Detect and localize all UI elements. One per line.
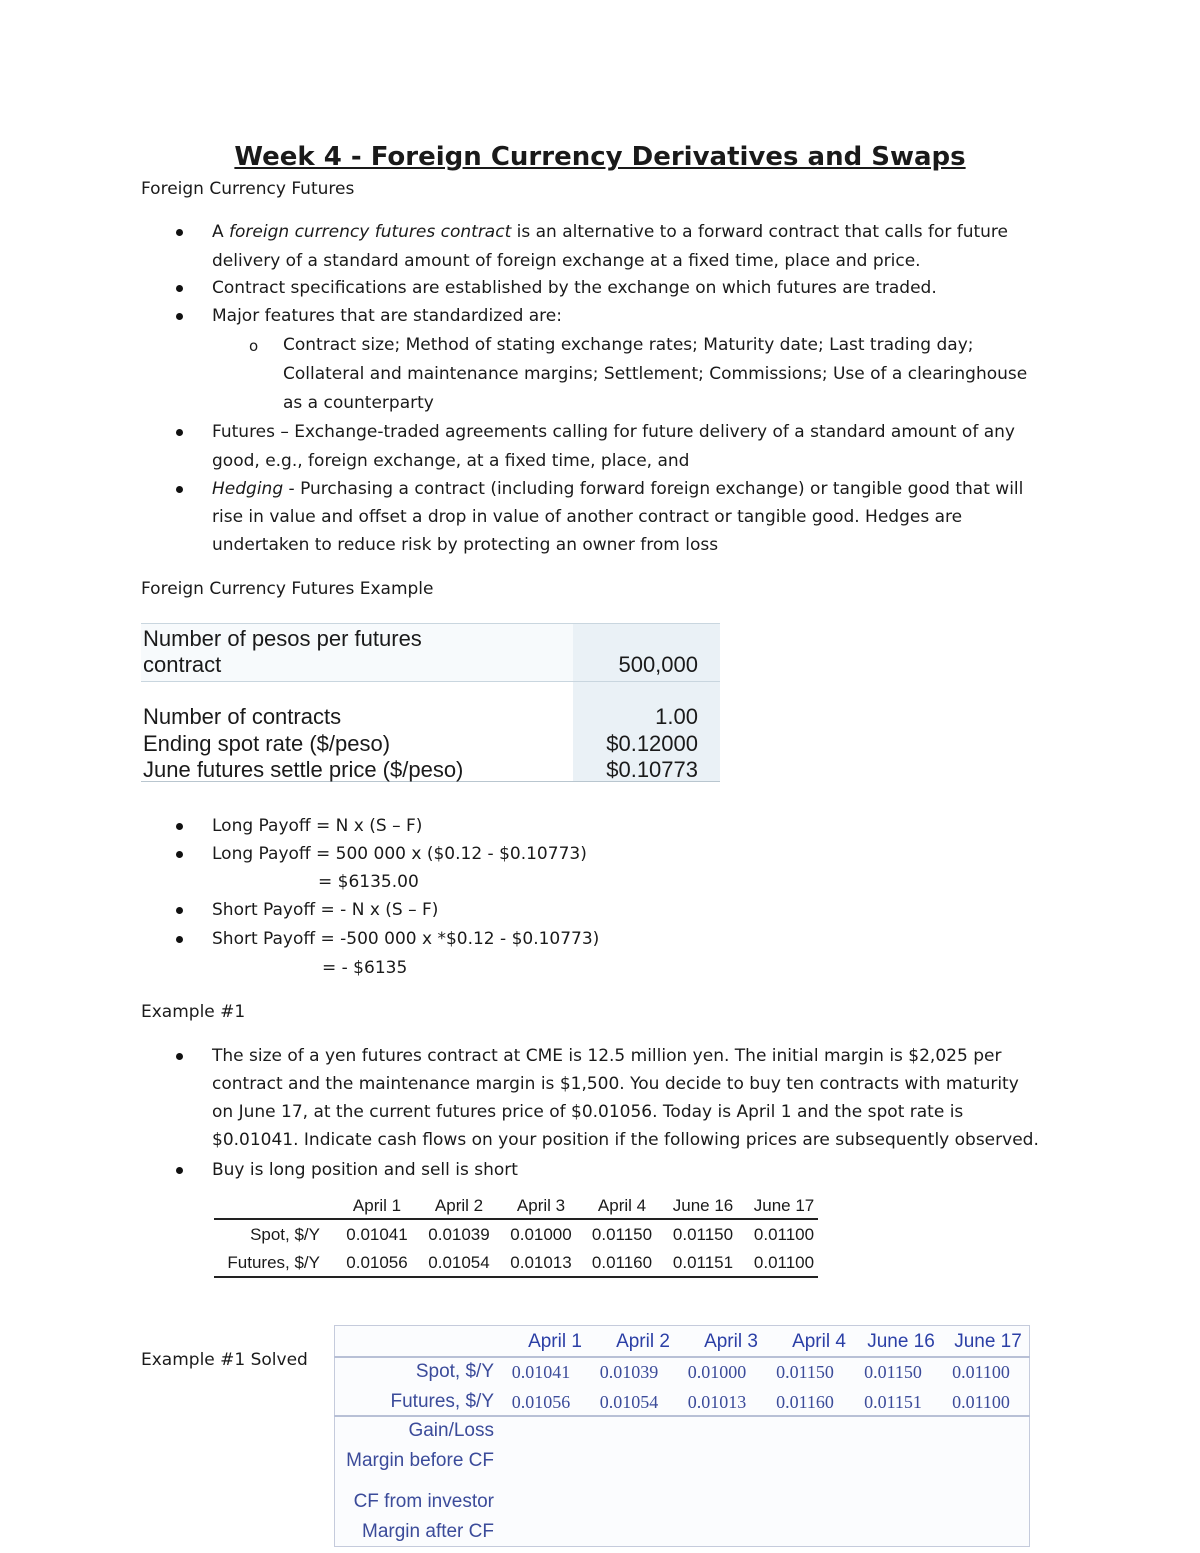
bullet-icon xyxy=(176,429,183,436)
price-table xyxy=(214,1190,818,1280)
bullet-line: delivery of a standard amount of foreign exchange at a fixed time, place and price. xyxy=(212,251,921,271)
table-cell: 0.01054 xyxy=(428,1253,490,1272)
table-cell: 0.01013 xyxy=(687,1392,747,1412)
table-label: Number of contracts xyxy=(143,704,342,729)
table-cell: 0.01000 xyxy=(510,1225,572,1244)
bullet-line: good, e.g., foreign exchange, at a fixed time, place, and xyxy=(212,451,690,471)
payoff-formula: Short Payoff = - N x (S – F) xyxy=(212,900,439,920)
table-cell: 0.01160 xyxy=(776,1392,834,1412)
table-header: June 16 xyxy=(867,1331,935,1352)
bullet-line: undertaken to reduce risk by protecting an owner from loss xyxy=(212,535,719,555)
bullet-line: on June 17, at the current futures price of $0.01056. Today is April 1 and the spot rate is xyxy=(212,1102,964,1122)
table-cell: 0.01056 xyxy=(511,1392,571,1412)
table-cell: 0.01151 xyxy=(864,1392,922,1412)
table-cell: 0.01100 xyxy=(753,1253,815,1272)
table-label: contract xyxy=(143,652,222,677)
table-cell: 0.01151 xyxy=(672,1253,734,1272)
table-cell: 0.01041 xyxy=(346,1225,408,1244)
table-value: 1.00 xyxy=(655,704,698,729)
row-label: Gain/Loss xyxy=(408,1420,494,1441)
table-label: Number of pesos per futures xyxy=(143,626,422,651)
table-cell: 0.01150 xyxy=(864,1362,922,1382)
row-label: Spot, $/Y xyxy=(250,1225,320,1244)
sub-bullet-line: Contract size; Method of stating exchange rates; Maturity date; Last trading day; xyxy=(283,335,974,355)
table-cell: 0.01056 xyxy=(346,1253,408,1272)
table-cell: 0.01150 xyxy=(672,1225,734,1244)
table-header: April 3 xyxy=(704,1331,758,1352)
table-header: June 17 xyxy=(954,1331,1022,1352)
table-cell: 0.01041 xyxy=(511,1362,571,1382)
table-value: $0.12000 xyxy=(606,731,698,756)
sub-bullet-line: as a counterparty xyxy=(283,393,434,413)
table-cell: 0.01160 xyxy=(591,1253,653,1272)
row-label: Spot, $/Y xyxy=(415,1361,494,1382)
table-header: April 2 xyxy=(434,1196,484,1215)
bullet-line: contract and the maintenance margin is $1,500. You decide to buy ten contracts with maturity xyxy=(212,1074,1019,1094)
table-cell: 0.01039 xyxy=(428,1225,490,1244)
bullet-icon xyxy=(176,936,183,943)
page-title: Week 4 - Foreign Currency Derivatives and Swaps xyxy=(234,142,966,172)
table-header: April 1 xyxy=(352,1196,402,1215)
payoff-result: = $6135.00 xyxy=(318,872,419,892)
table-value: 500,000 xyxy=(618,652,698,677)
table-label: Ending spot rate ($/peso) xyxy=(143,731,391,756)
table-cell: 0.01100 xyxy=(952,1362,1010,1382)
bullet-contract-specs: Contract specifications are established by the exchange on which futures are traded. xyxy=(212,278,937,298)
bullet-line: $0.01041. Indicate cash flows on your position if the following prices are subsequently observed. xyxy=(212,1130,1039,1150)
section-heading-example: Foreign Currency Futures Example xyxy=(141,579,434,599)
bullet-icon xyxy=(176,907,183,914)
table-header: June 17 xyxy=(753,1196,815,1215)
table-cell: 0.01013 xyxy=(510,1253,572,1272)
table-cell: 0.01150 xyxy=(776,1362,834,1382)
table-header: June 16 xyxy=(672,1196,734,1215)
row-label: Futures, $/Y xyxy=(390,1391,494,1412)
bullet-icon xyxy=(176,851,183,858)
row-label: Margin before CF xyxy=(346,1450,494,1471)
bullet-line: rise in value and offset a drop in value of another contract or tangible good. Hedges are xyxy=(212,507,963,527)
bullet-icon xyxy=(176,823,183,830)
emphasis-term: Hedging xyxy=(212,479,284,499)
bullet-icon xyxy=(176,1167,183,1174)
payoff-formula: Short Payoff = -500 000 x *$0.12 - $0.10773) xyxy=(212,929,600,949)
table-cell: 0.01100 xyxy=(952,1392,1010,1412)
bullet-futures-exchange: Futures – Exchange-traded agreements calling for future delivery of a standard amount of any xyxy=(212,422,1015,442)
payoff-formula: Long Payoff = 500 000 x ($0.12 - $0.10773) xyxy=(212,844,587,864)
table-cell: 0.01000 xyxy=(687,1362,747,1382)
table-header: April 4 xyxy=(597,1196,647,1215)
bullet-futures-definition: A foreign currency futures contract is an alternative to a forward contract that calls for future xyxy=(212,222,1009,242)
table-header: April 2 xyxy=(616,1331,670,1352)
table-cell: 0.01100 xyxy=(753,1225,815,1244)
table-header: April 1 xyxy=(528,1331,582,1352)
bullet-line: The size of a yen futures contract at CME is 12.5 million yen. The initial margin is $2,025 per xyxy=(212,1046,1002,1066)
row-label: Futures, $/Y xyxy=(227,1253,320,1272)
bullet-icon xyxy=(176,1053,183,1060)
row-label: CF from investor xyxy=(353,1491,494,1512)
row-label: Margin after CF xyxy=(362,1521,494,1542)
payoff-result: = - $6135 xyxy=(322,958,408,978)
table-cell: 0.01054 xyxy=(599,1392,659,1412)
example-solved-label: Example #1 Solved xyxy=(141,1350,308,1370)
bullet-icon xyxy=(176,285,183,292)
bullet-major-features: Major features that are standardized are: xyxy=(212,306,562,326)
table-cell: 0.01039 xyxy=(599,1362,659,1382)
bullet-icon xyxy=(176,486,183,493)
emphasis-term: foreign currency futures contract xyxy=(229,222,512,242)
bullet-hedging: Hedging - Purchasing a contract (including forward foreign exchange) or tangible good that will xyxy=(212,479,1024,499)
section-heading-futures: Foreign Currency Futures xyxy=(141,179,355,199)
table-value: $0.10773 xyxy=(606,757,698,782)
solved-table xyxy=(334,1325,1030,1547)
section-heading-example-1: Example #1 xyxy=(141,1002,246,1022)
payoff-formula: Long Payoff = N x (S – F) xyxy=(212,816,423,836)
table-header: April 3 xyxy=(516,1196,566,1215)
sub-bullet-marker: o xyxy=(249,337,259,355)
table-header: April 4 xyxy=(792,1331,846,1352)
bullet-icon xyxy=(176,313,183,320)
futures-example-table xyxy=(141,623,720,783)
sub-bullet-line: Collateral and maintenance margins; Settlement; Commissions; Use of a clearinghouse xyxy=(283,364,1028,384)
table-label: June futures settle price ($/peso) xyxy=(143,757,464,782)
table-cell: 0.01150 xyxy=(591,1225,653,1244)
bullet-line: Buy is long position and sell is short xyxy=(212,1160,518,1180)
bullet-icon xyxy=(176,229,183,236)
